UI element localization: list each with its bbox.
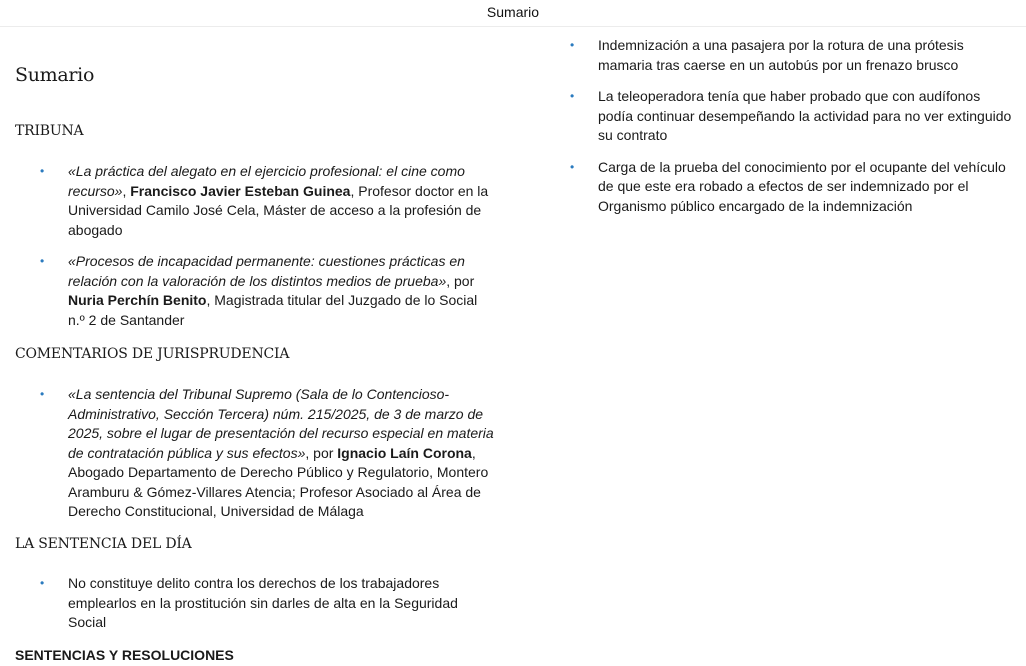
list-item[interactable]: [15, 252, 495, 330]
bullet-icon: •: [570, 89, 575, 103]
item-text: No constituye delito contra los derechos de los trabajadores emplearlos en la prostitución sin darles de alta en la Seguridad Social: [68, 575, 458, 630]
item-text: Carga de la prueba del conocimiento por el ocupante del vehículo de que este era robado a efectos de ser indemnizado por el Organismo público encargado de la indemnización: [598, 158, 1006, 214]
connector-text: , por: [305, 444, 338, 461]
header-title: Sumario: [486, 4, 540, 20]
connector-text: ,: [122, 182, 131, 199]
author-role: , Magistrada titular del Juzgado de lo Social n.º 2 de Santander: [68, 292, 478, 328]
section-title-tribuna: TRIBUNA: [15, 123, 84, 139]
bullet-icon: •: [40, 164, 45, 178]
author-role: , Abogado Departamento de Derecho Público y Regulatorio, Montero Aramburu & Gómez-Villares Atencia; Profesor Asociado al Área de Derecho Constitucional, Universidad de Málaga: [68, 444, 489, 519]
list-item[interactable]: [15, 574, 495, 633]
section-title-comentarios: COMENTARIOS DE JURISPRUDENCIA: [15, 346, 290, 362]
item-text: La teleoperadora tenía que haber probado que con audífonos podía continuar desempeñando la actividad para no ver extinguido su contrato: [598, 88, 1012, 143]
list-sentencia-dia: [15, 574, 495, 645]
bullet-icon: •: [40, 576, 45, 590]
author-role: , Profesor doctor en la Universidad Camilo José Cela, Máster de acceso a la profesión de abogado: [68, 182, 489, 238]
bullet-icon: •: [570, 159, 575, 174]
article-title: «La práctica del alegato en el ejercicio profesional: el cine como recurso»: [68, 163, 465, 199]
author-name: Francisco Javier Esteban Guinea: [130, 182, 351, 199]
page-title: Sumario: [15, 64, 95, 86]
section-title-sentencia-dia: LA SENTENCIA DEL DÍA: [15, 536, 192, 552]
bullet-icon: •: [40, 254, 45, 268]
connector-text: , por: [446, 272, 475, 289]
list-comentarios: [15, 385, 495, 534]
list-sentencias-resoluciones: [567, 36, 1017, 216]
list-item[interactable]: [15, 385, 495, 522]
author-name: Ignacio Laín Corona: [337, 444, 472, 461]
item-text: Indemnización a una pasajera por la rotura de una prótesis mamaria tras caerse en un autobús por un frenazo brusco: [598, 37, 964, 73]
article-title: «Procesos de incapacidad permanente: cuestiones prácticas en relación con la valoración de los distintos medios de prueba»: [68, 253, 465, 289]
list-item[interactable]: [567, 36, 1017, 75]
list-item[interactable]: [567, 87, 1017, 146]
bullet-icon: •: [40, 387, 45, 401]
right-column: [567, 36, 1017, 228]
list-item[interactable]: [15, 162, 495, 240]
list-item[interactable]: [567, 158, 1017, 217]
article-title: «La sentencia del Tribunal Supremo (Sala de lo Contencioso-Administrativo, Sección Tercera) núm. 215/2025, de 3 de marzo de 2025, sobre el lugar de presentación del recurso especial en materia de contratación pública y sus efectos»: [68, 386, 494, 461]
list-tribuna: [15, 162, 495, 342]
bullet-icon: •: [570, 38, 575, 52]
header-bar: [0, 0, 1026, 27]
section-title-sentencias-resoluciones: SENTENCIAS Y RESOLUCIONES: [15, 647, 234, 663]
author-name: Nuria Perchín Benito: [68, 292, 207, 308]
